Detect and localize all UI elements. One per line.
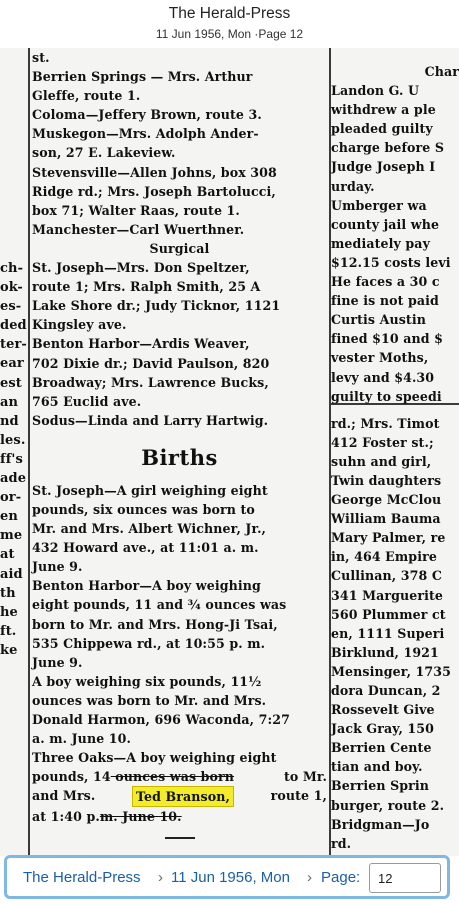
- surgical-list: [32, 258, 327, 430]
- article-line: Curtis Austin: [331, 312, 426, 328]
- article-line: ff's: [0, 451, 23, 467]
- article-line: Mensinger, 1735: [331, 663, 451, 679]
- article-line: Twin daughters: [331, 472, 442, 488]
- article-line: burger, route 2.: [331, 797, 445, 813]
- article-line: rd.: [331, 835, 352, 851]
- article-line: Benton Harbor—Ardis Weaver,: [32, 336, 250, 352]
- article-line: ade: [0, 471, 27, 487]
- article-line: Broadway; Mrs. Lawrence Bucks,: [32, 374, 269, 390]
- article-line: pleaded guilty: [331, 121, 433, 137]
- line-text: to Mr.: [283, 769, 327, 785]
- article-line: Berrien Sprin: [331, 778, 430, 794]
- court-news-bottom: [331, 414, 459, 872]
- court-news-column: [331, 62, 459, 872]
- article-line: Cullinan, 378 C: [331, 568, 442, 584]
- article-line: guilty to speedi: [331, 388, 442, 404]
- article-line: Gleffe, route 1.: [32, 88, 141, 104]
- article-line: es-: [0, 299, 22, 315]
- article-line: ok-: [0, 280, 23, 296]
- article-line: charge before S: [331, 140, 445, 156]
- article-line: 341 Marguerite: [331, 587, 444, 603]
- article-line: urday.: [331, 178, 375, 194]
- article-line: Jack Gray, 150: [331, 721, 435, 737]
- chevron-right-icon: ›: [158, 869, 163, 886]
- article-line: 560 Plummer ct: [331, 606, 446, 622]
- article-line: [32, 807, 327, 826]
- page-label: Page:: [321, 869, 361, 886]
- article-line: St. Joseph—A girl weighing eight: [32, 482, 268, 498]
- births-list: [32, 481, 327, 767]
- article-line: fine is not paid: [331, 293, 439, 309]
- article-line: county jail whe: [331, 216, 440, 232]
- left-column-fragment: [0, 259, 26, 660]
- article-line: Mary Palmer, re: [331, 530, 446, 546]
- struck-text: m. June 10.: [99, 809, 182, 825]
- article-line: nd: [0, 413, 19, 429]
- article-line: levy and $4.30: [331, 369, 435, 385]
- court-news-top: [331, 62, 459, 406]
- article-line: son, 27 E. Lakeview.: [32, 145, 176, 161]
- article-line: Benton Harbor—A boy weighing: [32, 578, 261, 594]
- article-line: in, 464 Empire: [331, 549, 437, 565]
- breadcrumb-date-link[interactable]: 11 Jun 1956, Mon: [171, 869, 290, 886]
- newspaper-title: The Herald-Press: [168, 5, 291, 22]
- issue-date-page: 11 Jun 1956, Mon ·Page 12: [155, 27, 304, 41]
- article-line: box 71; Walter Raas, route 1.: [32, 202, 240, 218]
- article-line: route 1; Mrs. Ralph Smith, 25 A: [32, 279, 261, 295]
- article-line: George McClou: [331, 492, 442, 508]
- article-line: ch-: [0, 261, 24, 276]
- article-line: St. Joseph—Mrs. Don Speltzer,: [32, 260, 250, 276]
- article-line: pounds, six ounces was born to: [32, 501, 255, 517]
- article-line: 535 Chippewa rd., at 10:55 p. m.: [32, 635, 266, 651]
- article-line: ounces was born to Mr. and Mrs.: [32, 692, 267, 708]
- newspaper-clipping: [0, 48, 459, 856]
- article-line: est: [0, 375, 22, 391]
- article-line: 432 Howard ave., at 11:01 a. m.: [32, 540, 259, 556]
- struck-text: ounces was born: [110, 769, 235, 785]
- article-line: Manchester—Carl Wuerthner.: [32, 221, 245, 237]
- article-line: Donald Harmon, 696 Waconda, 7:27: [32, 712, 290, 727]
- breadcrumb-paper-link[interactable]: The Herald-Press: [23, 869, 141, 886]
- article-line: 412 Foster st.;: [331, 434, 434, 450]
- births-heading: Births: [141, 444, 218, 470]
- hospital-list: [32, 48, 327, 239]
- article-line: mediately pay: [331, 235, 430, 251]
- article-line: withdrew a ple: [331, 102, 436, 118]
- line-text: and Mrs.: [32, 788, 96, 804]
- article-line: Char: [424, 64, 459, 79]
- article-line: A boy weighing six pounds, 11½: [32, 673, 262, 689]
- page-number-input[interactable]: [369, 863, 441, 893]
- article-line: born to Mr. and Mrs. Hong-Ji Tsai,: [32, 616, 278, 632]
- article-line: Lake Shore dr.; Judy Ticknor, 1121: [32, 298, 281, 314]
- line-text: route 1,: [270, 788, 327, 804]
- article-line: Birklund, 1921: [331, 644, 439, 660]
- line-text: at 1:40 p.: [32, 809, 100, 825]
- article-line: ded: [0, 318, 27, 334]
- article-line: [32, 786, 327, 807]
- article-line: en, 1111 Superi: [331, 625, 445, 641]
- article-line: June 9.: [32, 654, 83, 670]
- article-line: June 9.: [32, 559, 83, 575]
- article-line: [32, 767, 327, 786]
- article-line: Berrien Springs — Mrs. Arthur: [32, 69, 253, 85]
- chevron-right-icon: ›: [307, 869, 312, 886]
- article-line: en: [0, 509, 18, 525]
- article-line: ter-: [0, 337, 27, 353]
- article-line: dora Duncan, 2: [331, 683, 441, 698]
- line-text: pounds, 14 ounces was born: [32, 769, 235, 785]
- article-line: me: [0, 528, 23, 544]
- article-line: Rossevelt Give: [331, 702, 435, 718]
- article-line: Stevensville—Allen Johns, box 308: [32, 164, 277, 180]
- hospital-notes-column: [32, 48, 327, 839]
- article-line: st.: [32, 50, 50, 65]
- article-line: les.: [0, 432, 26, 448]
- article-line: th: [0, 585, 16, 601]
- article-line: fined $10 and $: [331, 331, 444, 347]
- article-line: Mr. and Mrs. Albert Wichner, Jr.,: [32, 521, 267, 537]
- article-line: Landon G. U: [331, 83, 420, 99]
- article-line: an: [0, 394, 19, 410]
- article-line: ke: [0, 642, 18, 658]
- article-line: at: [0, 547, 15, 563]
- article-line: rd.; Mrs. Timot: [331, 415, 440, 431]
- article-line: Ridge rd.; Mrs. Joseph Bartolucci,: [32, 183, 276, 199]
- article-line: Sodus—Linda and Larry Hartwig.: [32, 412, 269, 428]
- article-line: a. m. June 10.: [32, 731, 132, 747]
- article-line: He faces a 30 c: [331, 274, 440, 290]
- article-line: aid: [0, 566, 23, 582]
- article-line: Bridgman—Jo: [331, 816, 430, 832]
- article-line: Muskegon—Mrs. Adolph Ander-: [32, 126, 259, 142]
- surgical-heading: Surgical: [149, 240, 210, 256]
- article-line: Three Oaks—A boy weighing eight: [32, 750, 277, 766]
- article-line: Judge Joseph I: [331, 159, 436, 175]
- article-line: or-: [0, 490, 22, 506]
- article-line: Kingsley ave.: [32, 317, 127, 333]
- article-line: vester Moths,: [331, 350, 429, 366]
- article-line: Berrien Cente: [331, 740, 432, 756]
- article-line: William Bauma: [331, 511, 441, 527]
- article-line: Coloma—Jeffery Brown, route 3.: [32, 107, 262, 123]
- article-line: Umberger wa: [331, 197, 427, 213]
- article-line: eight pounds, 11 and ¾ ounces was: [32, 597, 287, 613]
- article-line: ft.: [0, 623, 17, 639]
- search-highlight[interactable]: Ted Branson,: [132, 786, 234, 807]
- article-line: $12.15 costs levi: [331, 254, 451, 270]
- article-line: 702 Dixie dr.; David Paulson, 820: [32, 355, 270, 371]
- article-separator: [165, 837, 195, 839]
- article-line: tian and boy.: [331, 759, 423, 775]
- breadcrumb: [4, 855, 450, 899]
- column-rule-left: [28, 48, 30, 856]
- article-line: he: [0, 604, 18, 620]
- viewer-header: [0, 0, 459, 48]
- article-line: suhn and girl,: [331, 453, 432, 469]
- article-line: ear: [0, 356, 24, 372]
- article-line: 765 Euclid ave.: [32, 393, 142, 409]
